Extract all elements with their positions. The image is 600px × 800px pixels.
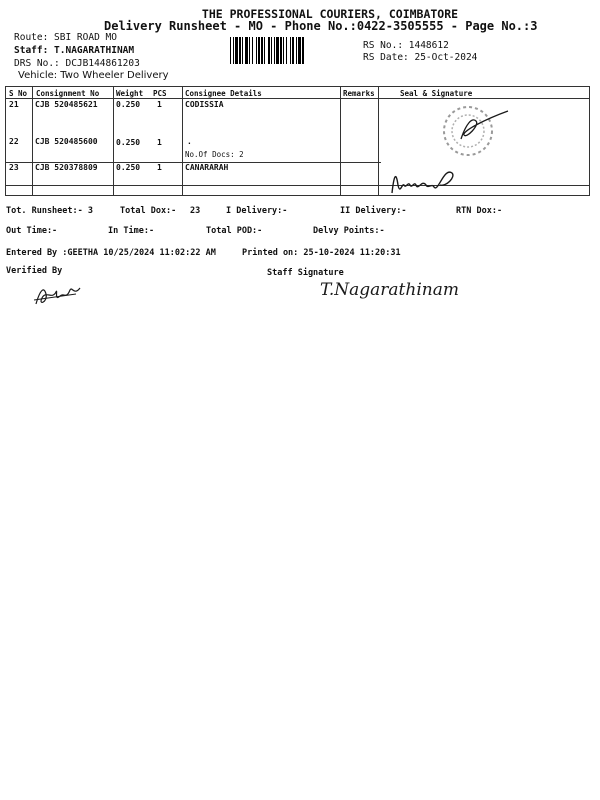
tot-runsheet: Tot. Runsheet:- 3 [6,206,93,216]
seal-stamp [436,99,511,161]
verified-by-label: Verified By [6,266,63,276]
barcode-bar [276,37,279,64]
barcode-bar [280,37,282,64]
out-time: Out Time:- [6,226,58,236]
barcode-bar [235,37,238,64]
staff-signature-label: Staff Signature [267,268,344,278]
staff-signature-image [318,276,498,304]
row-consignee: CANARARAH [185,163,229,172]
header-consignee: Consignee Details [185,89,262,98]
drs-number: DRS No.: DCJB144861203 [14,58,140,69]
header-weight: Weight [116,89,144,98]
column-divider [32,87,33,195]
total-dox-label: Total Dox:- [120,206,177,216]
route-label: Route: SBI ROAD MO [14,32,117,43]
row-docs-note: No.Of Docs: 2 [185,150,244,159]
row-pcs: 1 [157,138,162,147]
company-name: THE PROFESSIONAL COURIERS, COIMBATORE [201,7,459,21]
barcode-bar [239,37,241,64]
row-consignment: CJB 520485600 [35,137,98,146]
barcode-bar [230,37,231,64]
column-divider [340,87,341,195]
rtn-dox: RTN Dox:- [456,206,503,216]
barcode-bar [261,37,263,64]
barcode-bar [286,37,287,64]
total-dox-value: 23 [190,206,201,216]
vehicle-type: Vehicle: Two Wheeler Delivery [18,70,169,81]
barcode-bar [249,37,250,64]
column-divider [182,87,183,195]
row-consignment: CJB 520378809 [35,163,98,172]
barcode-bar [242,37,243,64]
header-sno: S No [9,89,28,98]
header-pcs: PCS [153,89,167,98]
header-remarks: Remarks [343,89,375,98]
row-consignee: . [187,137,192,146]
barcode-bar [292,37,294,64]
row-weight: 0.250 [116,100,141,109]
row-pcs: 1 [157,163,162,172]
printed-on: Printed on: 25-10-2024 11:20:31 [242,248,401,258]
row-weight: 0.250 [116,138,141,147]
barcode-bar [290,37,291,64]
i-delivery: I Delivery:- [226,206,288,216]
entered-by: Entered By :GEETHA 10/25/2024 11:02:22 AM [6,248,216,258]
row-sno: 21 [9,100,19,109]
row-sno: 22 [9,137,19,146]
row-pcs: 1 [157,100,162,109]
barcode-bar [271,37,272,64]
rs-date: RS Date: 25-Oct-2024 [363,52,478,63]
in-time: In Time:- [108,226,155,236]
row-sno: 23 [9,163,19,172]
row-consignment: CJB 520485621 [35,100,98,109]
barcode-bar [274,37,275,64]
barcode-bar [252,37,253,64]
header-seal-signature: Seal & Signature [400,89,473,98]
runsheet-title: Delivery Runsheet - MO - Phone No.:0422-3505555 - Page No.:3 [104,19,538,33]
rs-number: RS No.: 1448612 [363,40,449,51]
barcode-bar [245,37,248,64]
barcode-bar [283,37,284,64]
barcode-bar [298,37,301,64]
staff-signature-handwriting: T.Nagarathinam [320,280,459,300]
barcode-bar [268,37,270,64]
recipient-signature [386,165,466,199]
verifier-signature [30,282,90,310]
row-consignee: CODISSIA [185,100,224,109]
delvy-points: Delvy Points:- [313,226,385,236]
staff-label: Staff: T.NAGARATHINAM [14,45,135,56]
row-weight: 0.250 [116,163,141,172]
column-divider [113,87,114,195]
total-pod: Total POD:- [206,226,263,236]
row-divider [6,185,589,186]
barcode-bar [233,37,234,64]
header-consignment: Consignment No [36,89,100,98]
barcode-bar [296,37,297,64]
column-divider [378,87,379,195]
barcode-bar [264,37,265,64]
barcode-bar [256,37,257,64]
barcode-bar [258,37,260,64]
runsheet-table [5,86,590,196]
barcode-bar [302,37,304,64]
barcode [230,37,358,64]
ii-delivery: II Delivery:- [340,206,407,216]
